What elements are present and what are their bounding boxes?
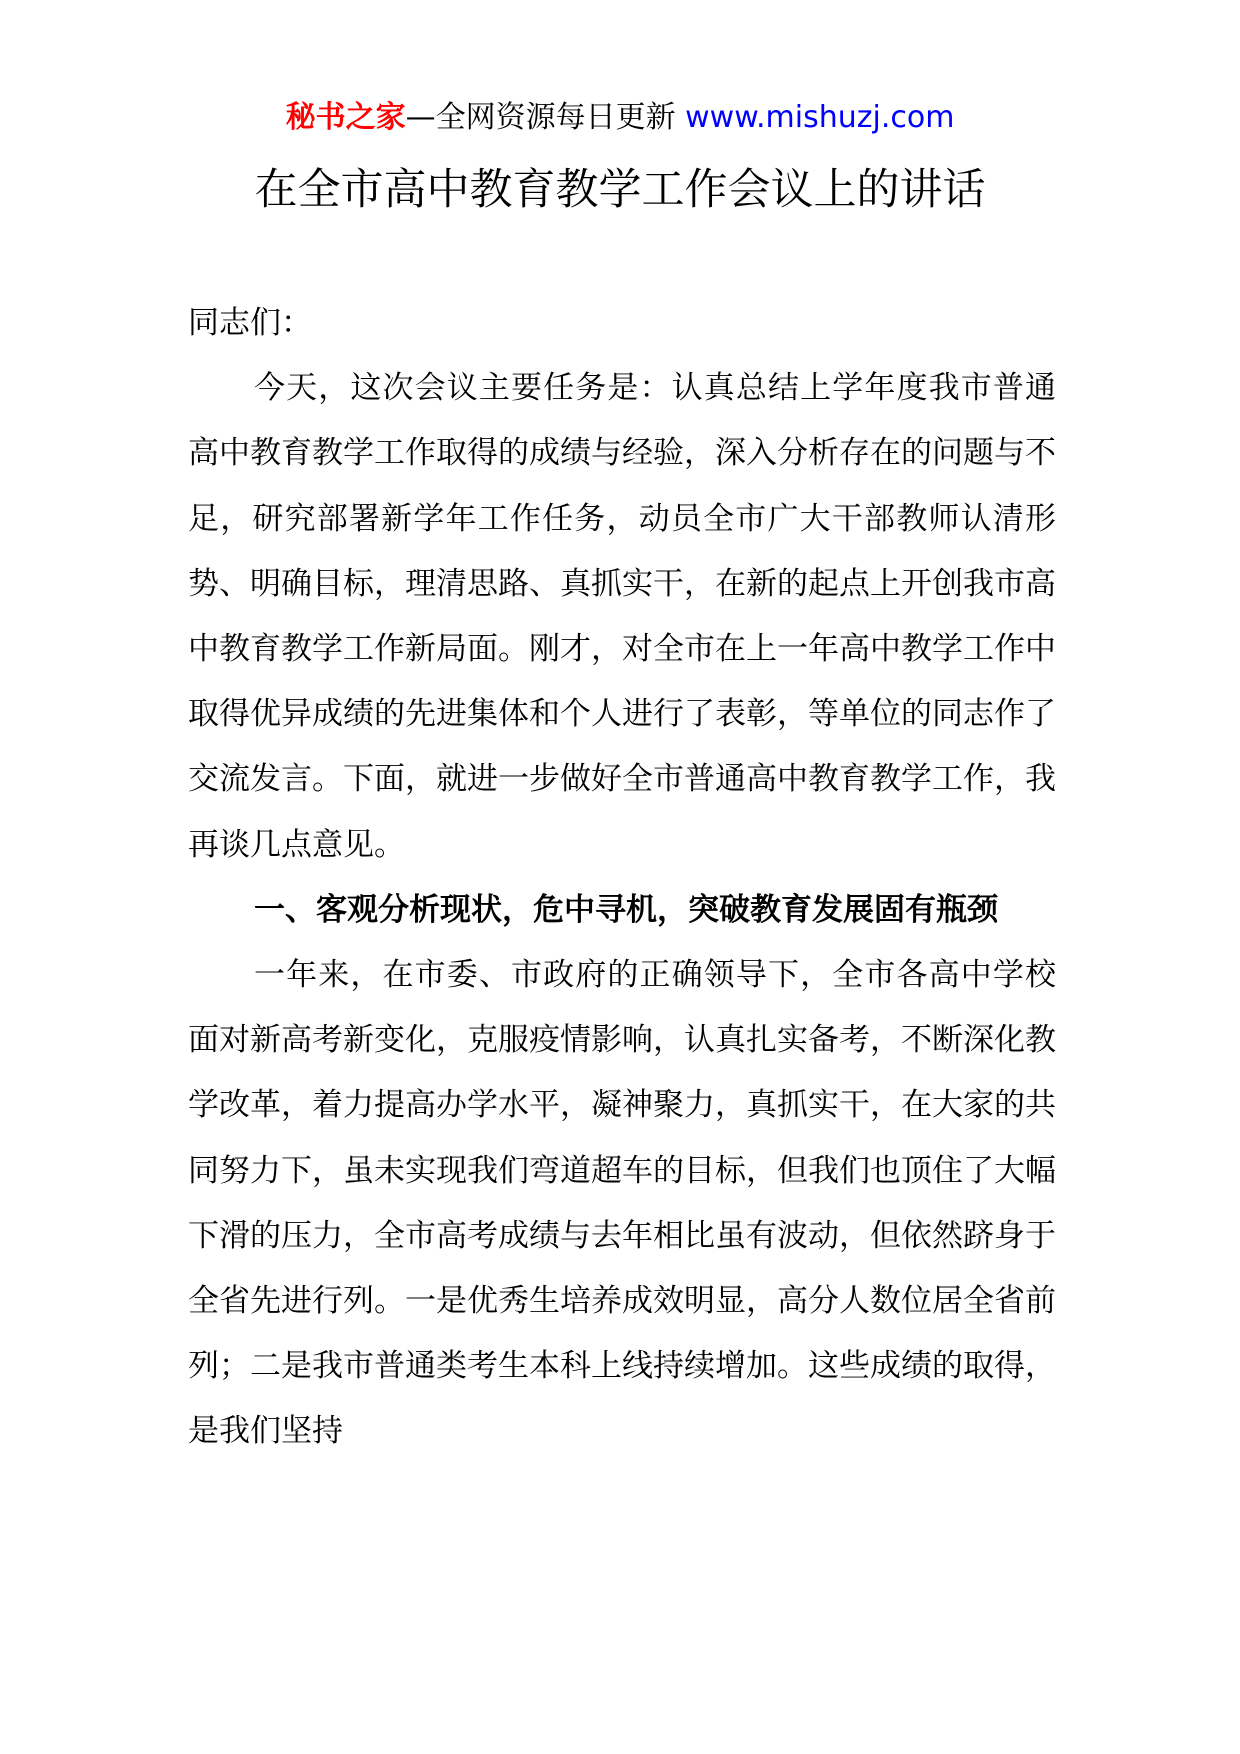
section-heading: 一、客观分析现状，危中寻机，突破教育发展固有瓶颈 — [254, 891, 998, 928]
document-title: 在全市高中教育教学工作会议上的讲话 — [254, 165, 986, 215]
watermark-header — [0, 98, 1240, 138]
document-body — [188, 291, 1056, 1465]
salutation: 同志们： — [188, 305, 312, 341]
paragraph-intro: 今天，这次会议主要任务是：认真总结上学年度我市普通高中教育教学工作取得的成绩与经验，深入分析存在的问题与不足，研究部署新学年工作任务，动员全市广大干部教师认清形势、明确目标，理清思路、真抓实干，在新的起点上开创我市高中教育教学工作新局面。刚才，对全市在上一年高中教学工作中取得优异成绩的先进集体和个人进行了表彰，等单位的同志作了交流发言。下面，就进一步做好全市普通高中教育教学工作，我再谈几点意见。 — [188, 370, 1056, 863]
paragraph-section-one: 一年来，在市委、市政府的正确领导下，全市各高中学校面对新高考新变化，克服疫情影响，认真扎实备考，不断深化教学改革，着力提高办学水平，凝神聚力，真抓实干，在大家的共同努力下，虽未实现我们弯道超车的目标，但我们也顶住了大幅下滑的压力，全市高考成绩与去年相比虽有波动，但依然跻身于全省先进行列。一是优秀生培养成效明显，高分人数位居全省前列；二是我市普通类考生本科上线持续增加。这些成绩的取得，是我们坚持 — [188, 957, 1056, 1450]
brand-name: 秘书之家 — [285, 100, 406, 135]
site-url-link[interactable]: www.mishuzj.com — [685, 100, 955, 135]
brand-slogan: —全网资源每日更新 — [405, 100, 686, 135]
